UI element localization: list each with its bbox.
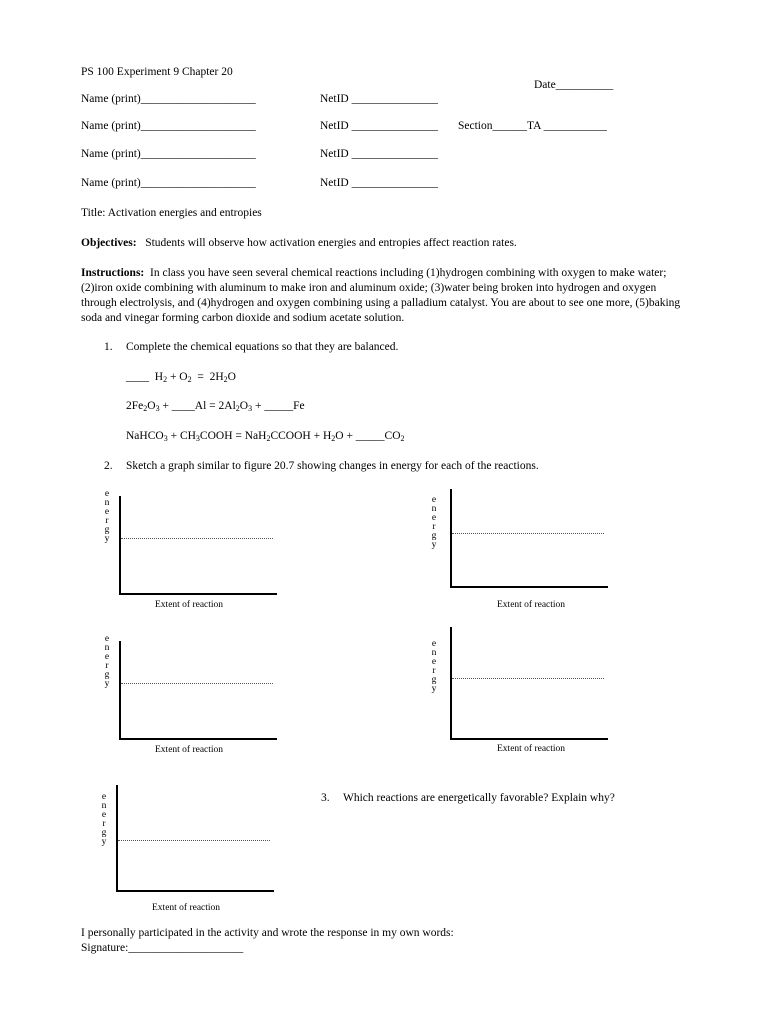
graph-reference-line (452, 533, 604, 534)
graph-x-axis (450, 738, 608, 740)
instructions (81, 266, 691, 326)
graph-x-axis (119, 593, 277, 595)
graph-y-label: e n e r g y (431, 495, 437, 550)
graph-x-label: Extent of reaction (152, 903, 221, 913)
equation-1: ____ $H_2 + O_2 = 2H_2O$ (126, 371, 236, 384)
graph-x-axis (450, 586, 608, 588)
graph-reference-line (121, 538, 273, 539)
q1-number: 1. (104, 341, 113, 353)
graph-x-label: Extent of reaction (497, 744, 566, 754)
q2-text: Sketch a graph similar to figure 20.7 showing changes in energy for each of the reactions. (126, 460, 539, 472)
netid-field-1[interactable]: NetID _______________ (320, 93, 438, 105)
objectives-label: Objectives: (81, 237, 137, 249)
graph-y-axis (116, 785, 118, 891)
graph-x-label: Extent of reaction (497, 600, 566, 610)
graph-reference-line (118, 840, 270, 841)
graph-x-label: Extent of reaction (155, 745, 224, 755)
q3-text: Which reactions are energetically favorable? Explain why? (343, 792, 615, 804)
q1-text: Complete the chemical equations so that they are balanced. (126, 341, 399, 353)
name-field-1[interactable]: Name (print)____________________ (81, 93, 256, 105)
graph-y-label: e n e r g y (431, 639, 437, 694)
netid-field-4[interactable]: NetID _______________ (320, 177, 438, 189)
date-field[interactable]: Date__________ (534, 79, 614, 91)
name-field-3[interactable]: Name (print)____________________ (81, 148, 256, 160)
instructions-label: Instructions: (81, 267, 145, 279)
netid-field-2[interactable]: NetID _______________ (320, 120, 438, 132)
equation-2: $2Fe_2O_3$ + ____Al = $2Al_2O_3$ + _____Fe (126, 400, 305, 413)
graph-y-axis (119, 496, 121, 594)
objectives-text: Students will observe how activation energies and entropies affect reaction rates. (145, 237, 517, 249)
graph-y-axis (119, 641, 121, 739)
signature-field[interactable]: Signature:____________________ (81, 942, 244, 954)
graph-y-label: e n e r g y (104, 634, 110, 689)
netid-field-3[interactable]: NetID _______________ (320, 148, 438, 160)
objectives (81, 237, 517, 249)
participation-statement: I personally participated in the activity and wrote the response in my own words: (81, 927, 454, 939)
activity-title: Title: Activation energies and entropies (81, 207, 262, 219)
q3-number: 3. (321, 792, 330, 804)
section-ta-field[interactable]: Section______TA ___________ (458, 120, 607, 132)
graph-reference-line (452, 678, 604, 679)
document-title: PS 100 Experiment 9 Chapter 20 (81, 66, 233, 78)
name-field-4[interactable]: Name (print)____________________ (81, 177, 256, 189)
graph-y-label: e n e r g y (104, 489, 110, 544)
equation-3: NaHCO$_3$ + $CH_3COOH$ = NaH$_2$CCOOH + $H_2O$ + $\_\_\_\_\_CO_2$ (126, 430, 405, 443)
instructions-text: In class you have seen several chemical reactions including (1)hydrogen combining with oxygen to make water; (2)iron oxide combining with aluminum to make iron and aluminum oxide; (3)water being broken into hydrogen and oxygen through electrolysis, and (4)hydrogen and oxygen combining using a palladium catalyst. You are about to see one more, (5)baking soda and vinegar forming carbon dioxide and sodium acetate solution. (81, 267, 681, 324)
graph-x-label: Extent of reaction (155, 600, 224, 610)
graph-x-axis (119, 738, 277, 740)
q2-number: 2. (104, 460, 113, 472)
graph-x-axis (116, 890, 274, 892)
graph-reference-line (121, 683, 273, 684)
graph-y-axis (450, 489, 452, 587)
name-field-2[interactable]: Name (print)____________________ (81, 120, 256, 132)
graph-y-axis (450, 627, 452, 739)
graph-y-label: e n e r g y (101, 792, 107, 847)
